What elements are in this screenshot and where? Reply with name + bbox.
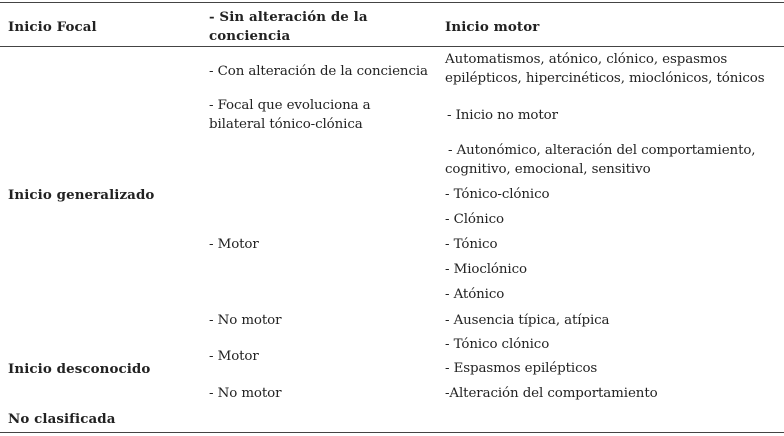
- header-col1: Inicio Focal: [8, 19, 97, 35]
- focal-c3-c2: cognitivo, emocional, sensitivo: [445, 162, 651, 177]
- generalizado-nm1: - Ausencia típica, atípica: [445, 313, 610, 328]
- focal-c3-c1: - Autonómico, alteración del comportamiento,: [448, 143, 756, 158]
- noclasificada-label: No clasificada: [8, 411, 116, 427]
- desconocido-motor: - Motor: [209, 349, 259, 364]
- focal-c3-b: - Inicio no motor: [447, 108, 558, 123]
- header-rule: [0, 46, 784, 47]
- header-col3: Inicio motor: [445, 19, 540, 35]
- generalizado-m4: - Mioclónico: [445, 262, 527, 277]
- bottom-rule: [0, 432, 784, 433]
- generalizado-m3: - Tónico: [445, 237, 498, 252]
- focal-c3-a1: Automatismos, atónico, clónico, espasmos: [445, 52, 728, 67]
- desconocido-m1: - Tónico clónico: [445, 337, 550, 352]
- focal-c2-b1: - Focal que evoluciona a: [209, 98, 371, 113]
- header-col2-line1: - Sin alteración de la: [209, 9, 368, 25]
- desconocido-nomotor: - No motor: [209, 386, 282, 401]
- generalizado-m5: - Atónico: [445, 287, 505, 302]
- top-rule: [0, 2, 784, 3]
- desconocido-label: Inicio desconocido: [8, 361, 151, 377]
- generalizado-m2: - Clónico: [445, 212, 504, 227]
- focal-c3-a2: epilépticos, hipercinéticos, mioclónicos, tónicos: [445, 71, 765, 86]
- desconocido-nm1: -Alteración del comportamiento: [445, 386, 658, 401]
- focal-c2-b2: bilateral tónico-clónica: [209, 117, 363, 132]
- desconocido-m2: - Espasmos epilépticos: [445, 361, 598, 376]
- generalizado-nomotor: - No motor: [209, 313, 282, 328]
- generalizado-m1: - Tónico-clónico: [445, 187, 550, 202]
- header-col2-line2: conciencia: [209, 28, 291, 44]
- focal-c2-a: - Con alteración de la conciencia: [209, 64, 428, 79]
- generalizado-motor: - Motor: [209, 237, 259, 252]
- generalizado-label: Inicio generalizado: [8, 187, 155, 203]
